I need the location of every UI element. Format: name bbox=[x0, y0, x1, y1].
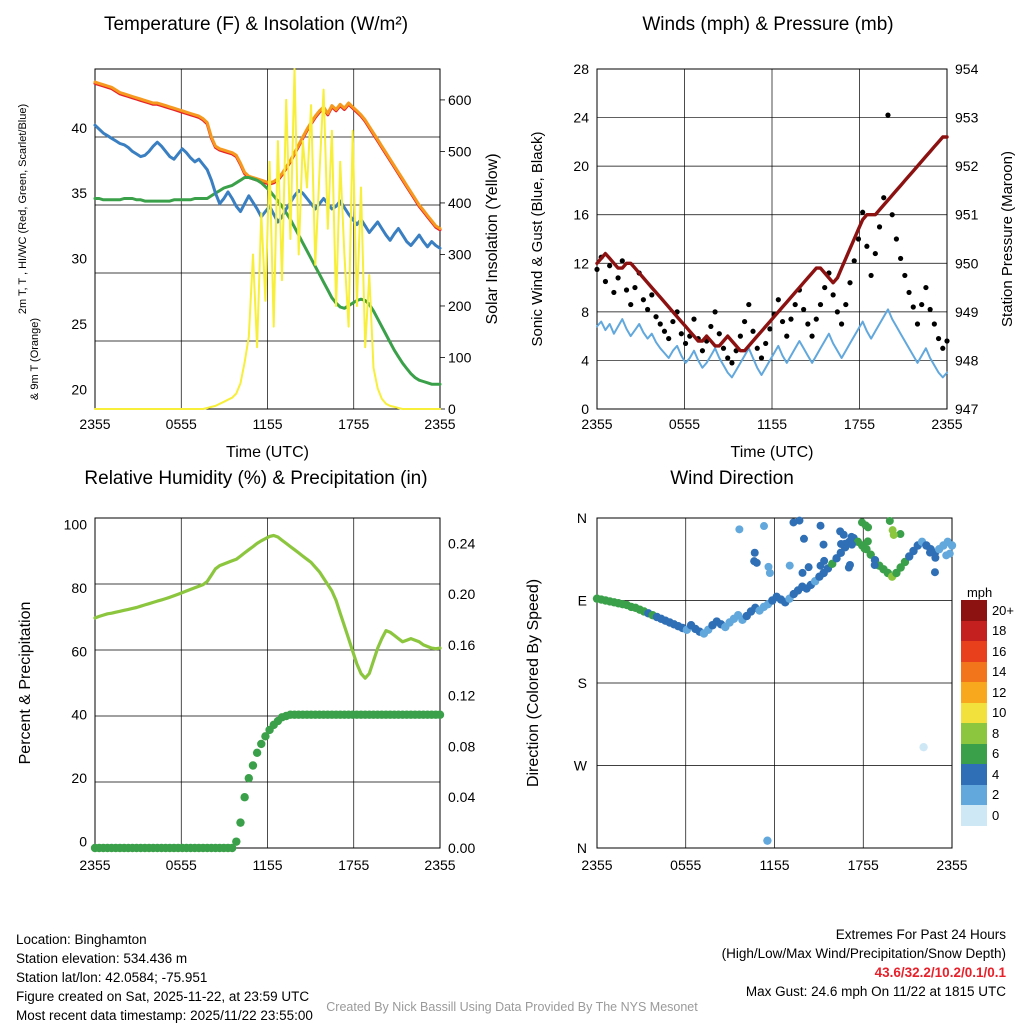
svg-text:20: 20 bbox=[71, 381, 87, 398]
svg-text:0.00: 0.00 bbox=[448, 840, 476, 856]
svg-text:2355: 2355 bbox=[79, 857, 111, 873]
svg-text:0: 0 bbox=[581, 401, 589, 417]
svg-text:Sonic Wind & Gust (Blue, Black: Sonic Wind & Gust (Blue, Black) bbox=[529, 131, 546, 347]
svg-text:1755: 1755 bbox=[338, 857, 370, 873]
svg-text:60: 60 bbox=[71, 643, 87, 660]
svg-text:2355: 2355 bbox=[424, 857, 456, 873]
svg-text:0.04: 0.04 bbox=[448, 789, 476, 806]
svg-text:30: 30 bbox=[71, 250, 87, 267]
station-elevation: Station elevation: 534.436 m bbox=[16, 951, 188, 966]
svg-text:12: 12 bbox=[573, 255, 589, 272]
legend-row bbox=[961, 723, 1014, 744]
svg-text:Time (UTC): Time (UTC) bbox=[730, 444, 814, 461]
svg-text:4: 4 bbox=[581, 352, 589, 369]
recent-timestamp: Most recent data timestamp: 2025/11/22 23:55:00 bbox=[16, 1008, 313, 1023]
legend-row bbox=[961, 621, 1014, 642]
legend-swatch bbox=[961, 805, 987, 826]
figure-created: Figure created on Sat, 2025-11-22, at 23:59 UTC bbox=[16, 989, 310, 1004]
svg-text:947: 947 bbox=[955, 401, 979, 417]
svg-text:0.16: 0.16 bbox=[448, 636, 476, 653]
svg-text:2355: 2355 bbox=[424, 416, 456, 432]
panel-title: Relative Humidity (%) & Precipitation (in) bbox=[84, 468, 428, 489]
svg-text:N: N bbox=[576, 840, 587, 856]
svg-text:0: 0 bbox=[79, 833, 87, 850]
extremes-title: Extremes For Past 24 Hours bbox=[835, 927, 1006, 942]
panel-title: Winds (mph) & Pressure (mb) bbox=[642, 14, 894, 35]
panel-title: Wind Direction bbox=[670, 468, 794, 489]
extremes-subtitle: (High/Low/Max Wind/Precipitation/Snow Depth) bbox=[721, 946, 1006, 961]
svg-text:0.24: 0.24 bbox=[448, 535, 476, 552]
legend-row bbox=[961, 662, 1014, 683]
legend-title: mph bbox=[966, 585, 993, 600]
svg-text:954: 954 bbox=[955, 61, 979, 77]
svg-text:400: 400 bbox=[448, 194, 472, 211]
svg-text:1155: 1155 bbox=[759, 857, 790, 873]
legend-label: 8 bbox=[991, 725, 1000, 741]
svg-text:25: 25 bbox=[71, 316, 87, 332]
panel-humidity-precip bbox=[0, 468, 512, 898]
legend-swatch bbox=[961, 600, 987, 621]
svg-text:300: 300 bbox=[448, 246, 472, 263]
humidity-chart bbox=[0, 468, 512, 898]
svg-text:2355: 2355 bbox=[79, 416, 111, 432]
svg-text:Percent & Precipitation: Percent & Precipitation bbox=[17, 601, 34, 765]
legend-row bbox=[961, 703, 1014, 724]
svg-text:1755: 1755 bbox=[338, 416, 370, 432]
legend-row bbox=[961, 785, 1014, 806]
svg-text:Station Pressure (Maroon): Station Pressure (Maroon) bbox=[999, 151, 1016, 327]
credit-line: Created By Nick Bassill Using Data Provided By The NYS Mesonet bbox=[326, 1000, 698, 1014]
extremes-values: 43.6/32.2/10.2/0.1/0.1 bbox=[874, 965, 1006, 980]
svg-text:600: 600 bbox=[448, 91, 472, 108]
svg-text:0.20: 0.20 bbox=[448, 586, 476, 603]
legend-row bbox=[961, 805, 1014, 826]
legend-swatch bbox=[961, 641, 987, 662]
station-location: Location: Binghamton bbox=[16, 932, 147, 947]
svg-text:950: 950 bbox=[955, 255, 979, 272]
wind-direction-chart bbox=[512, 468, 1024, 898]
svg-text:E: E bbox=[577, 592, 587, 609]
svg-text:40: 40 bbox=[71, 706, 87, 723]
svg-text:200: 200 bbox=[448, 297, 472, 314]
panel-wind-direction bbox=[512, 468, 1024, 898]
svg-text:N: N bbox=[576, 510, 587, 526]
svg-text:948: 948 bbox=[955, 352, 979, 369]
svg-text:S: S bbox=[577, 675, 587, 691]
legend-row bbox=[961, 682, 1014, 703]
svg-text:2355: 2355 bbox=[581, 857, 613, 873]
svg-text:0.08: 0.08 bbox=[448, 738, 476, 755]
legend-label: 0 bbox=[991, 807, 1000, 823]
svg-text:100: 100 bbox=[63, 516, 87, 533]
svg-text:100: 100 bbox=[448, 349, 472, 366]
svg-text:Time (UTC): Time (UTC) bbox=[226, 444, 309, 461]
svg-text:20: 20 bbox=[71, 770, 87, 787]
svg-text:& 9m T (Orange): & 9m T (Orange) bbox=[29, 317, 41, 401]
svg-text:1155: 1155 bbox=[252, 857, 283, 873]
svg-text:35: 35 bbox=[71, 185, 87, 202]
svg-text:0555: 0555 bbox=[165, 416, 197, 432]
panel-temperature-insolation bbox=[0, 14, 512, 464]
svg-text:2m T, T , HI/WC (Red, Green,: 2m T, T , HI/WC (Red, Green, Scarlet/Blue) bbox=[17, 103, 29, 315]
legend-label: 16 bbox=[991, 643, 1007, 659]
svg-text:952: 952 bbox=[955, 158, 979, 175]
legend-label: 4 bbox=[991, 766, 1000, 782]
svg-text:0555: 0555 bbox=[668, 416, 701, 432]
panel-title: Temperature (F) & Insolation (W/m²) bbox=[103, 14, 409, 35]
svg-text:0: 0 bbox=[448, 401, 456, 417]
svg-text:0555: 0555 bbox=[165, 857, 197, 873]
svg-text:80: 80 bbox=[71, 579, 87, 596]
legend-swatch bbox=[961, 744, 987, 765]
svg-text:8: 8 bbox=[581, 303, 589, 320]
svg-text:0.12: 0.12 bbox=[448, 687, 476, 704]
svg-text:2355: 2355 bbox=[936, 857, 968, 873]
svg-text:949: 949 bbox=[955, 303, 979, 320]
svg-text:1155: 1155 bbox=[252, 416, 283, 432]
svg-text:2355: 2355 bbox=[931, 416, 963, 432]
speed-legend bbox=[961, 585, 1014, 826]
svg-text:1755: 1755 bbox=[847, 857, 879, 873]
legend-row bbox=[961, 764, 1014, 785]
svg-text:0555: 0555 bbox=[670, 857, 702, 873]
svg-text:Solar Insolation (Yellow): Solar Insolation (Yellow) bbox=[484, 153, 501, 325]
legend-row bbox=[961, 744, 1014, 765]
legend-swatch bbox=[961, 662, 987, 683]
extremes-info bbox=[722, 925, 1006, 1001]
legend-row bbox=[961, 641, 1014, 662]
svg-text:24: 24 bbox=[573, 109, 589, 126]
legend-swatch bbox=[961, 764, 987, 785]
legend-label: 18 bbox=[991, 623, 1007, 639]
legend-label: 20+ bbox=[991, 602, 1014, 618]
svg-text:20: 20 bbox=[573, 158, 589, 175]
svg-text:951: 951 bbox=[955, 206, 979, 223]
panel-winds-pressure bbox=[512, 14, 1024, 464]
svg-text:1155: 1155 bbox=[756, 416, 788, 432]
svg-text:16: 16 bbox=[573, 206, 589, 223]
legend-swatch bbox=[961, 785, 987, 806]
svg-text:Direction (Colored By Speed): Direction (Colored By Speed) bbox=[525, 578, 542, 788]
winds-chart bbox=[512, 14, 1024, 464]
legend-swatch bbox=[961, 723, 987, 744]
svg-text:40: 40 bbox=[71, 119, 87, 136]
legend-label: 14 bbox=[991, 664, 1007, 680]
legend-swatch bbox=[961, 682, 987, 703]
svg-text:500: 500 bbox=[448, 143, 472, 160]
svg-text:28: 28 bbox=[573, 61, 589, 77]
legend-label: 6 bbox=[991, 746, 1000, 762]
legend-row bbox=[961, 600, 1014, 621]
legend-label: 12 bbox=[991, 684, 1007, 700]
legend-swatch bbox=[961, 703, 987, 724]
max-gust: Max Gust: 24.6 mph On 11/22 at 1815 UTC bbox=[745, 984, 1006, 999]
station-latlon: Station lat/lon: 42.0584; -75.951 bbox=[16, 970, 208, 985]
legend-swatch bbox=[961, 621, 987, 642]
svg-text:W: W bbox=[573, 757, 587, 774]
svg-text:953: 953 bbox=[955, 109, 979, 126]
legend-label: 10 bbox=[991, 705, 1007, 721]
svg-text:2355: 2355 bbox=[581, 416, 613, 432]
temperature-chart bbox=[0, 14, 512, 464]
legend-label: 2 bbox=[991, 787, 1000, 803]
svg-text:1755: 1755 bbox=[843, 416, 876, 432]
